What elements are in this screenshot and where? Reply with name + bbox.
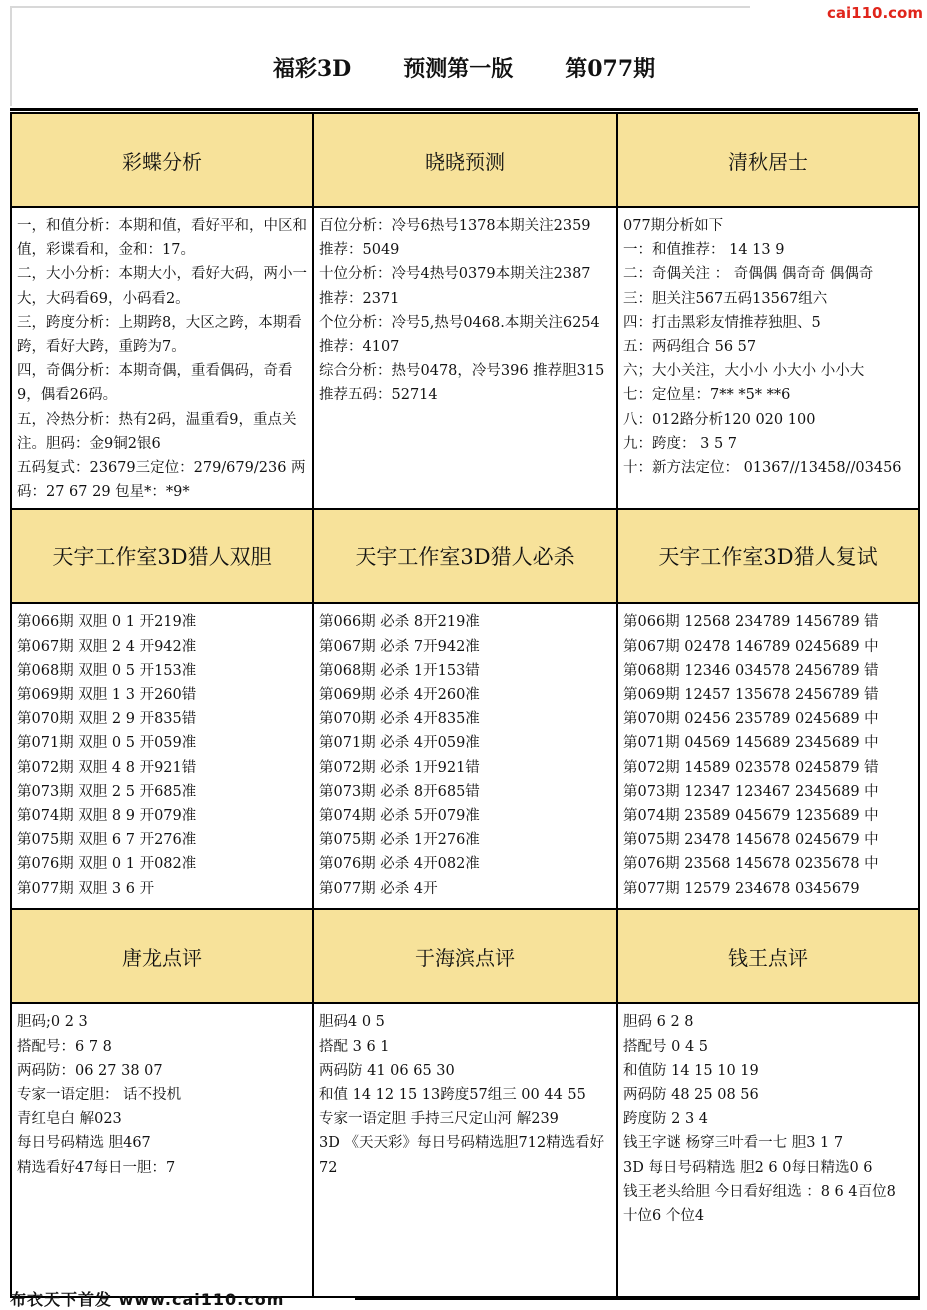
page-title bbox=[10, 52, 918, 83]
body-row-3 bbox=[11, 1003, 919, 1297]
footer-rule bbox=[355, 1298, 920, 1300]
content-line: 二：奇偶关注 ： 奇偶偶 偶奇奇 偶偶奇 bbox=[623, 266, 874, 283]
content-line: 第067期 必杀 7开942准 bbox=[319, 638, 480, 655]
content-line: 第072期 双胆 4 8 开921错 bbox=[17, 759, 197, 776]
content-line: 第071期 双胆 0 5 开059准 bbox=[17, 735, 197, 752]
content-line: 第066期 12568 234789 1456789 错 bbox=[623, 614, 879, 631]
header-row-3 bbox=[11, 909, 919, 1003]
content-line: 六；大小关注，大小小 小大小 小小大 bbox=[623, 363, 865, 380]
content-line: 个位分析：冷号5,热号0468.本期关注6254 bbox=[319, 314, 600, 331]
content-line: 3D 每日号码精选 胆2 6 0每日精选0 6 bbox=[623, 1159, 873, 1176]
content-line: 第077期 12579 234678 0345679 bbox=[623, 880, 860, 897]
content-line: 第074期 必杀 5开079准 bbox=[319, 808, 480, 825]
content-line: 第067期 双胆 2 4 开942准 bbox=[17, 638, 197, 655]
header-yuhaibin: 于海滨点评 bbox=[313, 909, 617, 1003]
content-line: 四，奇偶分析：本期奇偶，重看偶码，奇看9，偶看26码。 bbox=[17, 363, 293, 404]
top-border-line bbox=[10, 6, 750, 8]
header-tanglong: 唐龙点评 bbox=[11, 909, 313, 1003]
content-line: 077期分析如下 bbox=[623, 218, 724, 234]
header-qianwang: 钱王点评 bbox=[617, 909, 919, 1003]
content-line: 两码防 41 06 65 30 bbox=[319, 1062, 455, 1079]
content-line: 第072期 14589 023578 0245879 错 bbox=[623, 759, 879, 776]
content-line: 推荐：5049 bbox=[319, 242, 400, 259]
content-line: 第069期 必杀 4开260准 bbox=[319, 687, 480, 704]
content-line: 第071期 04569 145689 2345689 中 bbox=[623, 735, 879, 752]
content-line: 一，和值分析：本期和值，看好平和，中区和值，彩谍看和，金和：17。 bbox=[17, 218, 307, 259]
content-line: 第070期 双胆 2 9 开835错 bbox=[17, 711, 197, 728]
content-line: 第075期 23478 145678 0245679 中 bbox=[623, 832, 879, 849]
content-line: 五码复式：23679三定位：279/679/236 两码：27 67 29 包星*：*9* bbox=[17, 460, 306, 501]
content-line: 三：胆关注567五码13567组六 bbox=[623, 290, 828, 307]
title-edition: 预测第一版 bbox=[403, 56, 514, 82]
content-line: 钱王老头给胆 今日看好组选 ：8 6 4百位8 十位6 个位4 bbox=[623, 1183, 896, 1225]
content-line: 第077期 必杀 4开 bbox=[319, 880, 438, 897]
header-shuangdan: 天宇工作室3D猎人双胆 bbox=[11, 509, 313, 603]
content-line: 第076期 必杀 4开082准 bbox=[319, 856, 480, 873]
title-rule bbox=[10, 108, 918, 111]
content-line: 精选看好47每日一胆：7 bbox=[17, 1159, 176, 1176]
content-line: 专家一语定胆 手持三尺定山河 解239 bbox=[319, 1111, 559, 1128]
content-line: 第069期 双胆 1 3 开260错 bbox=[17, 687, 197, 704]
content-line: 第069期 12457 135678 2456789 错 bbox=[623, 687, 879, 704]
content-line: 和值 14 12 15 13跨度57组三 00 44 55 bbox=[319, 1087, 586, 1104]
caidie-content bbox=[11, 207, 313, 509]
content-line: 第076期 23568 145678 0235678 中 bbox=[623, 856, 879, 873]
content-line: 百位分析：冷号6热号1378本期关注2359 bbox=[319, 218, 591, 234]
content-line: 推荐：2371 bbox=[319, 290, 400, 307]
content-line: 第071期 必杀 4开059准 bbox=[319, 735, 480, 752]
content-line: 第073期 12347 123467 2345689 中 bbox=[623, 783, 879, 800]
content-line: 第074期 双胆 8 9 开079准 bbox=[17, 808, 197, 825]
content-line: 搭配号：6 7 8 bbox=[17, 1038, 112, 1055]
content-line: 第076期 双胆 0 1 开082准 bbox=[17, 856, 197, 873]
content-line: 搭配号 0 4 5 bbox=[623, 1038, 709, 1055]
content-line: 两码防：06 27 38 07 bbox=[17, 1062, 163, 1079]
content-line: 二，大小分析：本期大小，看好大码，两小一大，大码看69，小码看2。 bbox=[17, 266, 307, 307]
tanglong-content bbox=[11, 1003, 313, 1297]
header-row-2 bbox=[11, 509, 919, 603]
content-line: 专家一语定胆： 话不投机 bbox=[17, 1087, 182, 1104]
content-line: 第066期 双胆 0 1 开219准 bbox=[17, 614, 197, 631]
content-line: 九：跨度： 3 5 7 bbox=[623, 435, 738, 452]
content-line: 五，冷热分析：热有2码，温重看9，重点关注。胆码：金9铜2银6 bbox=[17, 411, 297, 452]
content-line: 胆码4 0 5 bbox=[319, 1014, 385, 1031]
prediction-grid bbox=[10, 112, 920, 1298]
fushi-content bbox=[617, 603, 919, 909]
content-line: 八：012路分析120 020 100 bbox=[623, 411, 816, 428]
footer-credit: 布衣天下首发 www.cai110.com bbox=[10, 1290, 285, 1309]
content-line: 第073期 必杀 8开685错 bbox=[319, 783, 480, 800]
content-line: 第075期 双胆 6 7 开276准 bbox=[17, 832, 197, 849]
content-line: 四：打击黑彩友情推荐独胆、5 bbox=[623, 314, 821, 331]
content-line: 第070期 必杀 4开835准 bbox=[319, 711, 480, 728]
content-line: 第066期 必杀 8开219准 bbox=[319, 614, 480, 631]
content-line: 青红皂白 解023 bbox=[17, 1111, 122, 1128]
content-line: 推荐五码：52714 bbox=[319, 387, 438, 404]
header-row-1 bbox=[11, 113, 919, 207]
header-xiaoxiao: 晓晓预测 bbox=[313, 113, 617, 207]
qingqiu-content bbox=[617, 207, 919, 509]
body-row-1 bbox=[11, 207, 919, 509]
content-line: 跨度防 2 3 4 bbox=[623, 1111, 709, 1128]
content-line: 一：和值推荐： 14 13 9 bbox=[623, 242, 785, 259]
bisha-content bbox=[313, 603, 617, 909]
content-line: 第068期 12346 034578 2456789 错 bbox=[623, 662, 879, 679]
content-line: 第075期 必杀 1开276准 bbox=[319, 832, 480, 849]
content-line: 第077期 双胆 3 6 开 bbox=[17, 880, 155, 897]
yuhaibin-content bbox=[313, 1003, 617, 1297]
content-line: 十位分析：冷号4热号0379本期关注2387 bbox=[319, 266, 591, 283]
content-line: 三，跨度分析：上期跨8，大区之跨，本期看跨，看好大跨，重跨为7。 bbox=[17, 314, 302, 356]
header-fushi: 天宇工作室3D猎人复试 bbox=[617, 509, 919, 603]
content-line: 第073期 双胆 2 5 开685准 bbox=[17, 783, 197, 800]
content-line: 五：两码组合 56 57 bbox=[623, 339, 757, 356]
content-line: 第068期 双胆 0 5 开153准 bbox=[17, 662, 197, 679]
title-lottery: 福彩3D bbox=[272, 56, 352, 82]
content-line: 每日号码精选 胆467 bbox=[17, 1135, 151, 1152]
title-issue: 第077期 bbox=[565, 56, 656, 82]
xiaoxiao-content bbox=[313, 207, 617, 509]
site-brand[interactable]: cai110.com bbox=[827, 4, 923, 22]
content-line: 十：新方法定位： 01367//13458//03456 bbox=[623, 460, 902, 477]
content-line: 两码防 48 25 08 56 bbox=[623, 1087, 759, 1104]
content-line: 推荐：4107 bbox=[319, 339, 400, 356]
qianwang-content bbox=[617, 1003, 919, 1297]
shuangdan-content bbox=[11, 603, 313, 909]
content-line: 第070期 02456 235789 0245689 中 bbox=[623, 711, 879, 728]
content-line: 第074期 23589 045679 1235689 中 bbox=[623, 808, 879, 825]
content-line: 搭配 3 6 1 bbox=[319, 1038, 390, 1055]
content-line: 胆码;0 2 3 bbox=[17, 1014, 88, 1031]
body-row-2 bbox=[11, 603, 919, 909]
content-line: 钱王字谜 杨穿三叶看一七 胆3 1 7 bbox=[623, 1135, 844, 1152]
header-bisha: 天宇工作室3D猎人必杀 bbox=[313, 509, 617, 603]
content-line: 和值防 14 15 10 19 bbox=[623, 1062, 759, 1079]
header-qingqiu: 清秋居士 bbox=[617, 113, 919, 207]
content-line: 七：定位星：7** *5* **6 bbox=[623, 387, 791, 404]
header-caidie: 彩蝶分析 bbox=[11, 113, 313, 207]
content-line: 胆码 6 2 8 bbox=[623, 1014, 694, 1031]
content-line: 第072期 必杀 1开921错 bbox=[319, 759, 480, 776]
content-line: 第068期 必杀 1开153错 bbox=[319, 662, 480, 679]
content-line: 综合分析：热号0478，冷号396 推荐胆315 bbox=[319, 363, 605, 380]
content-line: 第067期 02478 146789 0245689 中 bbox=[623, 638, 879, 655]
content-line: 3D 《天天彩》每日号码精选胆712精选看好72 bbox=[319, 1135, 605, 1176]
